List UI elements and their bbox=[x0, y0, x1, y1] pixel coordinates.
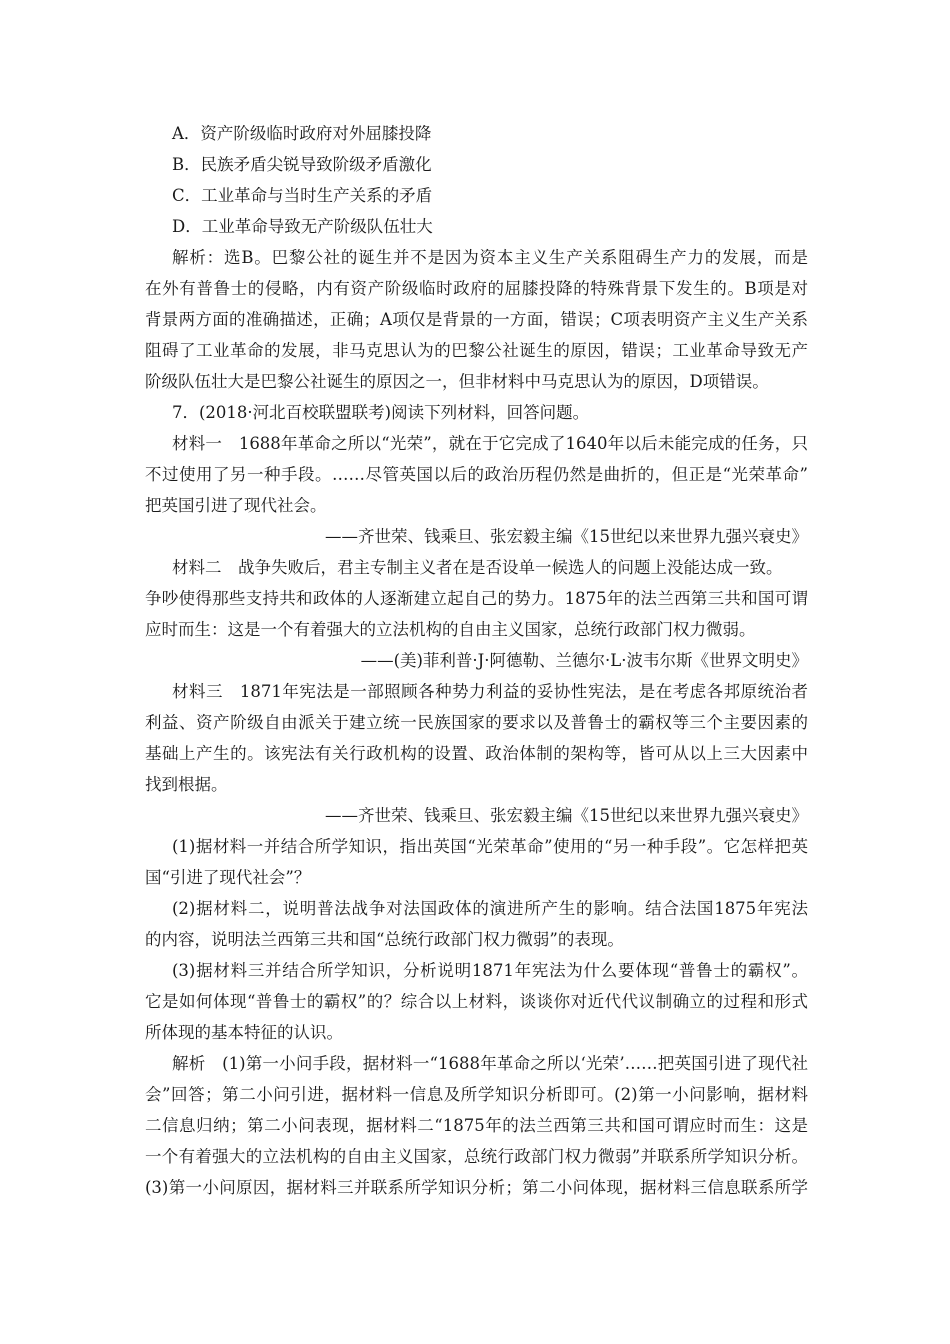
question-part-3: 它是如何体现“普鲁士的霸权”的？综合以上材料，谈谈你对近代代议制确立的过程和形式 bbox=[145, 992, 808, 1011]
analysis6-line: 背景两方面的准确描述，正确；A项仅是背景的一方面，错误；C项表明资产主义生产关系 bbox=[145, 310, 808, 329]
material2-line: 争吵使得那些支持共和政体的人逐渐建立起自己的势力。1875年的法兰西第三共和国可谓 bbox=[145, 589, 808, 608]
material1-line: 材料一 1688年革命之所以“光荣”，就在于它完成了1640年以后未能完成的任务，只 bbox=[172, 434, 808, 453]
material2-line: 应时而生：这是一个有着强大的立法机构的自由主义国家，总统行政部门权力微弱。 bbox=[145, 620, 756, 639]
material1-line: 把英国引进了现代社会。 bbox=[145, 496, 327, 515]
question-part-3: (3)据材料三并结合所学知识，分析说明1871年宪法为什么要体现“普鲁士的霸权”。 bbox=[172, 961, 808, 980]
analysis7-line: 会”回答；第二小问引进，据材料一信息及所学知识分析即可。(2)第一小问影响，据材料 bbox=[145, 1085, 808, 1104]
option-d: D．工业革命导致无产阶级队伍壮大 bbox=[172, 217, 433, 236]
question-part-2: (2)据材料二，说明普法战争对法国政体的演进所产生的影响。结合法国1875年宪法 bbox=[172, 899, 808, 918]
analysis7-line: (3)第一小问原因，据材料三并联系所学知识分析；第二小问体现，据材料三信息联系所学 bbox=[145, 1178, 808, 1197]
material2-source: ——(美)菲利普·J·阿德勒、兰德尔·L·波韦尔斯《世界文明史》 bbox=[360, 651, 808, 670]
option-a: A．资产阶级临时政府对外屈膝投降 bbox=[172, 124, 432, 143]
material1-line: 不过使用了另一种手段。……尽管英国以后的政治历程仍然是曲折的，但正是“光荣革命” bbox=[145, 465, 808, 484]
analysis6-line: 在外有普鲁士的侵略，内有资产阶级临时政府的屈膝投降的特殊背景下发生的。B项是对 bbox=[145, 279, 808, 298]
material3-line: 基础上产生的。该宪法有关行政机构的设置、政治体制的架构等，皆可从以上三大因素中 bbox=[145, 744, 808, 763]
material3-line: 利益、资产阶级自由派关于建立统一民族国家的要求以及普鲁士的霸权等三个主要因素的 bbox=[145, 713, 808, 732]
analysis7-line: 一个有着强大的立法机构的自由主义国家，总统行政部门权力微弱”并联系所学知识分析。 bbox=[145, 1147, 808, 1166]
analysis6-line: 阶级队伍壮大是巴黎公社诞生的原因之一，但非材料中马克思认为的原因，D项错误。 bbox=[145, 372, 769, 391]
material3-line: 材料三 1871年宪法是一部照顾各种势力利益的妥协性宪法，是在考虑各邦原统治者 bbox=[172, 682, 808, 701]
analysis7-line: 二信息归纳；第二小问表现，据材料二“1875年的法兰西第三共和国可谓应时而生：这是 bbox=[145, 1116, 808, 1135]
option-c: C．工业革命与当时生产关系的矛盾 bbox=[172, 186, 433, 205]
question-part-1: 国“引进了现代社会”？ bbox=[145, 868, 311, 887]
analysis6-line: 阻碍了工业革命的发展，非马克思认为的巴黎公社诞生的原因，错误；工业革命导致无产 bbox=[145, 341, 808, 360]
question-part-3: 所体现的基本特征的认识。 bbox=[145, 1023, 343, 1042]
material3-line: 找到根据。 bbox=[145, 775, 228, 794]
question-part-1: (1)据材料一并结合所学知识，指出英国“光荣革命”使用的“另一种手段”。它怎样把英 bbox=[172, 837, 808, 856]
material3-source: ——齐世荣、钱乘旦、张宏毅主编《15世纪以来世界九强兴衰史》 bbox=[325, 806, 808, 825]
analysis7-line: 解析 (1)第一小问手段，据材料一“1688年革命之所以‘光荣’……把英国引进了现代社 bbox=[172, 1054, 808, 1073]
option-b: B．民族矛盾尖锐导致阶级矛盾激化 bbox=[172, 155, 432, 174]
question-part-2: 的内容，说明法兰西第三共和国“总统行政部门权力微弱”的表现。 bbox=[145, 930, 624, 949]
material1-source: ——齐世荣、钱乘旦、张宏毅主编《15世纪以来世界九强兴衰史》 bbox=[325, 527, 808, 546]
material2-line: 材料二 战争失败后，君主专制主义者在是否设单一候选人的问题上没能达成一致。 bbox=[172, 558, 783, 577]
question7-title: 7．(2018·河北百校联盟联考)阅读下列材料，回答问题。 bbox=[172, 403, 590, 422]
analysis6-line: 解析：选B。巴黎公社的诞生并不是因为资本主义生产关系阻碍生产力的发展，而是 bbox=[172, 248, 808, 267]
